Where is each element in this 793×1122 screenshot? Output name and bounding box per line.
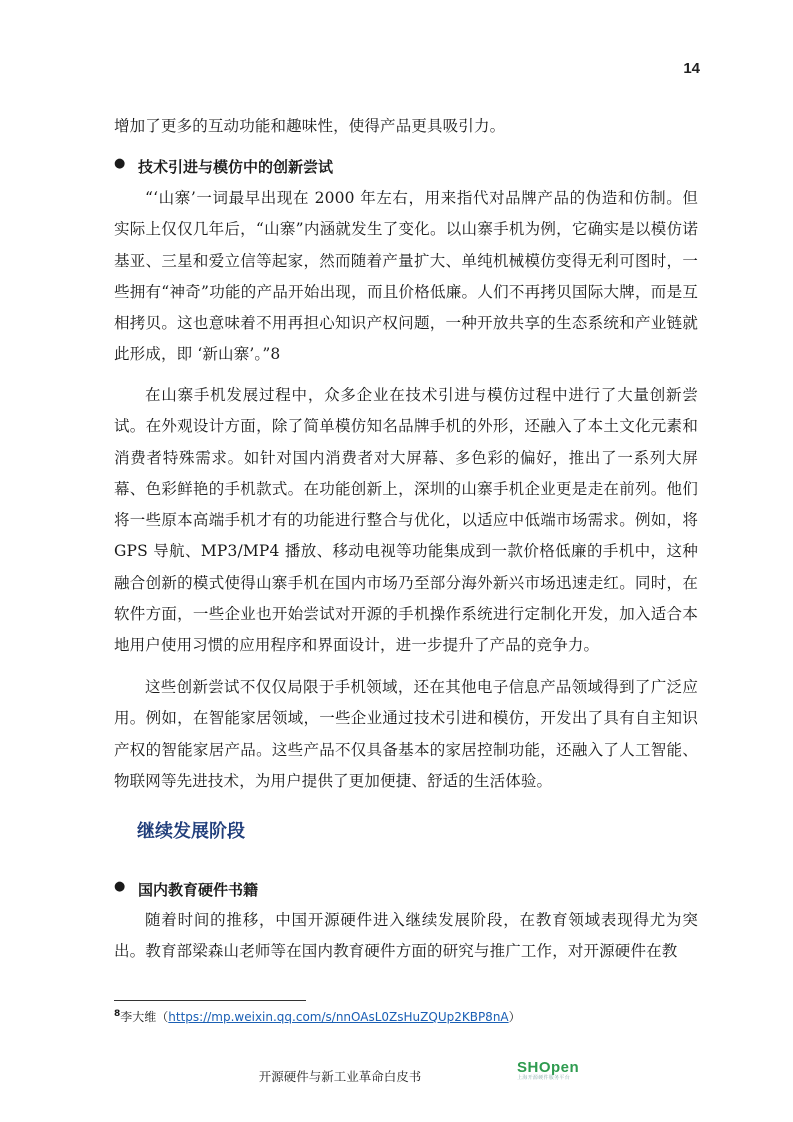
footnote-mark: 8 xyxy=(114,1009,121,1019)
shopen-logo xyxy=(517,1060,587,1084)
page-number: 14 xyxy=(683,60,700,77)
logo-subtitle: 上海开源硬件服务平台 xyxy=(517,1075,571,1081)
footnote-divider xyxy=(114,1000,306,1001)
paragraph-other-domains: 这些创新尝试不仅仅局限于手机领域，还在其他电子信息产品领域得到了广泛应用。例如，在智能家居领域，一些企业通过技术引进和模仿，开发出了具有自主知识产权的智能家居产品。这些产品不仅具备基本的家居控制功能，还融入了人工智能、物联网等先进技术，为用户提供了更加便捷、舒适的生活体验。 xyxy=(114,678,698,790)
footnote-link[interactable]: https://mp.weixin.qq.com/s/nnOAsL0ZsHuZQUp2KBP8nA xyxy=(168,1010,509,1024)
section-title: 继续发展阶段 xyxy=(137,821,245,842)
paragraph-education: 随着时间的推移，中国开源硬件进入继续发展阶段，在教育领域表现得尤为突出。教育部梁森山老师等在国内教育硬件方面的研究与推广工作，对开源硬件在教 xyxy=(114,911,698,961)
bullet-heading-innovation xyxy=(114,156,334,177)
logo-text: SHOpen xyxy=(517,1059,580,1076)
paragraph-quote-shanzhai: “‘山寨’一词最早出现在 2000 年左右，用来指代对品牌产品的伪造和仿制。但实际上仅仅几年后，“山寨”内涵就发生了变化。以山寨手机为例，它确实是以模仿诺基亚、三星和爱立信等起家，然而随着产量扩大、单纯机械模仿变得无利可图时，一些拥有“神奇”功能的产品开始出现，而且价格低廉。人们不再拷贝国际大牌，而是互相拷贝。这也意味着不用再担心知识产权问题，一种开放共享的生态系统和产业链就此形成，即 ‘新山寨’。”8 xyxy=(114,189,698,364)
bullet-icon: ● xyxy=(114,156,126,171)
footer-title: 开源硬件与新工业革命白皮书 xyxy=(258,1069,422,1084)
bullet-heading-text: 技术引进与模仿中的创新尝试 xyxy=(138,158,334,176)
bullet-heading-education xyxy=(114,879,259,900)
bullet-heading-text: 国内教育硬件书籍 xyxy=(138,881,259,899)
paragraph-shanzhai-phones: 在山寨手机发展过程中，众多企业在技术引进与模仿过程中进行了大量创新尝试。在外观设计方面，除了简单模仿知名品牌手机的外形，还融入了本土文化元素和消费者特殊需求。如针对国内消费者对大屏幕、多色彩的偏好，推出了一系列大屏幕、色彩鲜艳的手机款式。在功能创新上，深圳的山寨手机企业更是走在前列。他们将一些原本高端手机才有的功能进行整合与优化，以适应中低端市场需求。例如，将 GPS 导航、MP3/MP4 播放、移动电视等功能集成到一款价格低廉的手机中，这种融合创新的模式使得山寨手机在国内市场乃至部分海外新兴市场迅速走红。同时，在软件方面，一些企业也开始尝试对开源的手机操作系统进行定制化开发，加入适合本地用户使用习惯的应用程序和界面设计，进一步提升了产品的竞争力。 xyxy=(114,386,698,655)
footnote-close: ） xyxy=(508,1010,521,1024)
bullet-icon: ● xyxy=(114,879,126,894)
footnote-author: 李大维（ xyxy=(120,1010,169,1024)
footnote xyxy=(114,1008,521,1025)
paragraph-continuation: 增加了更多的互动功能和趣味性，使得产品更具吸引力。 xyxy=(114,117,506,135)
